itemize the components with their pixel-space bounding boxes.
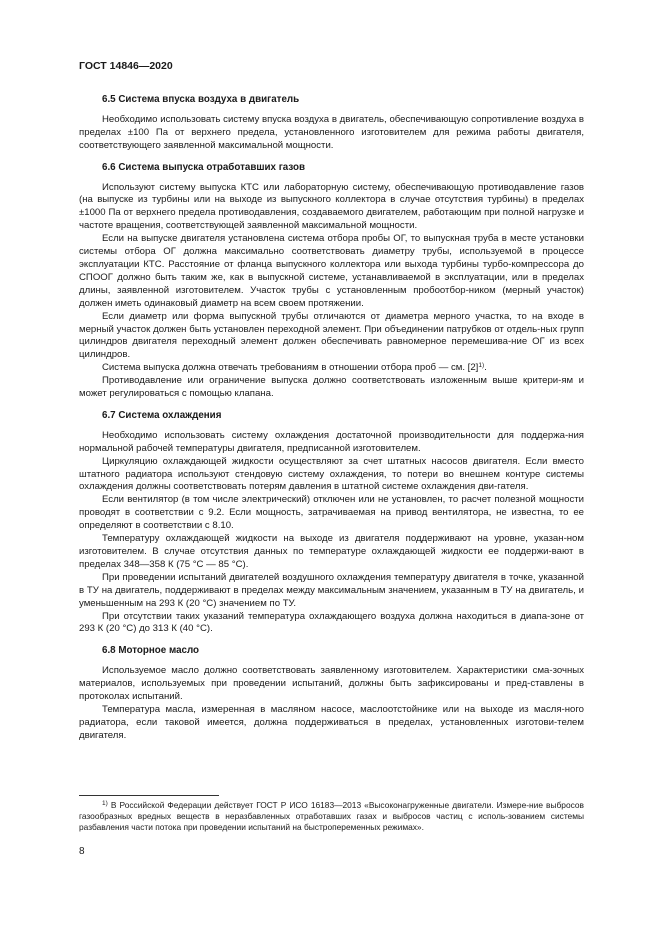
paragraph: Если вентилятор (в том числе электрический) отключен или не установлен, то расчет полезной мощности проводят в соответствии с 9.2. Если мощность, затрачиваемая на привод вентилятора, не известна, то ее определяют в соответствии с 8.10. [79,494,584,532]
footnote [79,800,584,833]
footnote-reference[interactable]: 1) [478,362,485,370]
section-title: 6.5 Система впуска воздуха в двигатель [102,94,300,105]
paragraph: Циркуляцию охлаждающей жидкости осуществляют за счет штатных насосов двигателя. Если вместо штатного радиатора используют стендовую систему охлаждения, то потери во внешнем контуре системы охлаждения должны соответствовать потерям давления в штатной системе охлаждения дви-гателя. [79,455,584,493]
paragraph: Температура масла, измеренная в масляном насосе, маслоотстойнике или на выходе из масля-ного радиатора, если таковой имеется, должна поддерживаться в пределах, установленных изготови-телем двигателя. [79,703,584,741]
paragraph-text: Система выпуска должна отвечать требованиям в отношении отбора проб — см. [2] [102,362,479,374]
section-6-8 [79,645,584,742]
standard-header: ГОСТ 14846—2020 [79,60,173,72]
paragraph: Противодавление или ограничение выпуска должно соответствовать изложенным выше критери-ям и может регулироваться с помощью клапана. [79,375,584,400]
footnote-text: В Российской Федерации действует ГОСТ Р ИСО 16183—2013 «Высоконагруженные двигатели. Измере-ние выбросов газообразных вредных веществ в неразбавленных отработавших газах и выбросов частиц с исполь-зованием системы разбавления части потока при проведении испытаний на быстропеременных режимах». [79,800,585,832]
section-6-7 [79,410,584,636]
paragraph: При проведении испытаний двигателей воздушного охлаждения температуру двигателя в точке, указанной в ТУ на двигатель, поддерживают в пределах между максимальным значением, указанным в ТУ на двигатель, и уменьшенным на 293 К (20 °С) значением по ТУ. [79,571,584,609]
footnote-divider [79,795,219,796]
section-title: 6.7 Система охлаждения [102,409,222,421]
document-body [79,94,584,752]
paragraph: Необходимо использовать систему охлаждения достаточной производительности для поддержа-ния нормальной рабочей температуры двигателя, предписанной изготовителем. [79,429,584,454]
footnote-marker: 1) [102,800,108,807]
paragraph: Температуру охлаждающей жидкости на выходе из двигателя поддерживают на уровне, указан-ном изготовителем. В случае отсутствия данных по температуре охлаждающей жидкости ее поддержи-вают в пределах 348—358 К (75 °С — 85 °С). [79,533,584,570]
paragraph: Если на выпуске двигателя установлена система отбора пробы ОГ, то выпускная труба в месте установки системы отбора ОГ должна максимально соответствовать диаметру трубы, используемой в процессе эксплуатации КТС. Расстояние от фланца выпускного коллектора или выхода турбины турбо-компрессора до СПООГ должно быть таким же, как в выпускной системе, устанавливаемой в эксплуатации, или в пределах длины, заявленной изготовителем. Участок трубы с установленным пробоотбор-ником (мерный участок) должен иметь одинаковый диаметр на всем своем протяжении. [79,233,584,309]
section-6-5 [79,94,584,153]
paragraph: Если диаметр или форма выпускной трубы отличаются от диаметра мерного участка, то на входе в мерный участок должен быть установлен переходной элемент. При объединении патрубков от отдель-ных групп цилиндров двигателя переходный элемент должен обеспечивать равномерное перемешива-ние ОГ из всех цилиндров. [79,310,584,361]
paragraph: Необходимо использовать систему впуска воздуха в двигатель, обеспечивающую сопротивление воздуха в пределах ±100 Па от верхнего предела, установленного изготовителем для режима работы двигателя, соответствующего заявленной максимальной мощности. [79,113,584,151]
section-title: 6.8 Моторное масло [102,645,200,657]
paragraph-with-footnote: Система выпуска должна отвечать требованиям в отношении отбора проб — см. $[2]^{1)}$. [102,362,487,374]
section-title: 6.6 Система выпуска отработавших газов [102,161,305,173]
section-6-6 [79,162,584,401]
paragraph: Используют систему выпуска КТС или лабораторную систему, обеспечивающую противодавление газов (на выпуске из турбины или на выходе из выпускного коллектора в случае отсутствия турбины) в пределах ±1000 Па от верхнего предела противодавления, создаваемого двигателем, работающим при полной нагрузке и частоте вращения, соответствующей заявленной максимальной мощности. [79,181,584,232]
paragraph: Используемое масло должно соответствовать заявленному изготовителем. Характеристики сма-зочных материалов, используемых при проведении испытаний, должны быть зафиксированы и пред-ставлены в протоколах испытаний. [79,665,584,703]
page-number: 8 [79,846,85,857]
paragraph: При отсутствии таких указаний температура охлаждающего воздуха должна находиться в диапа-зоне от 293 К (20 °С) до 313 К (40 °С). [79,610,584,635]
